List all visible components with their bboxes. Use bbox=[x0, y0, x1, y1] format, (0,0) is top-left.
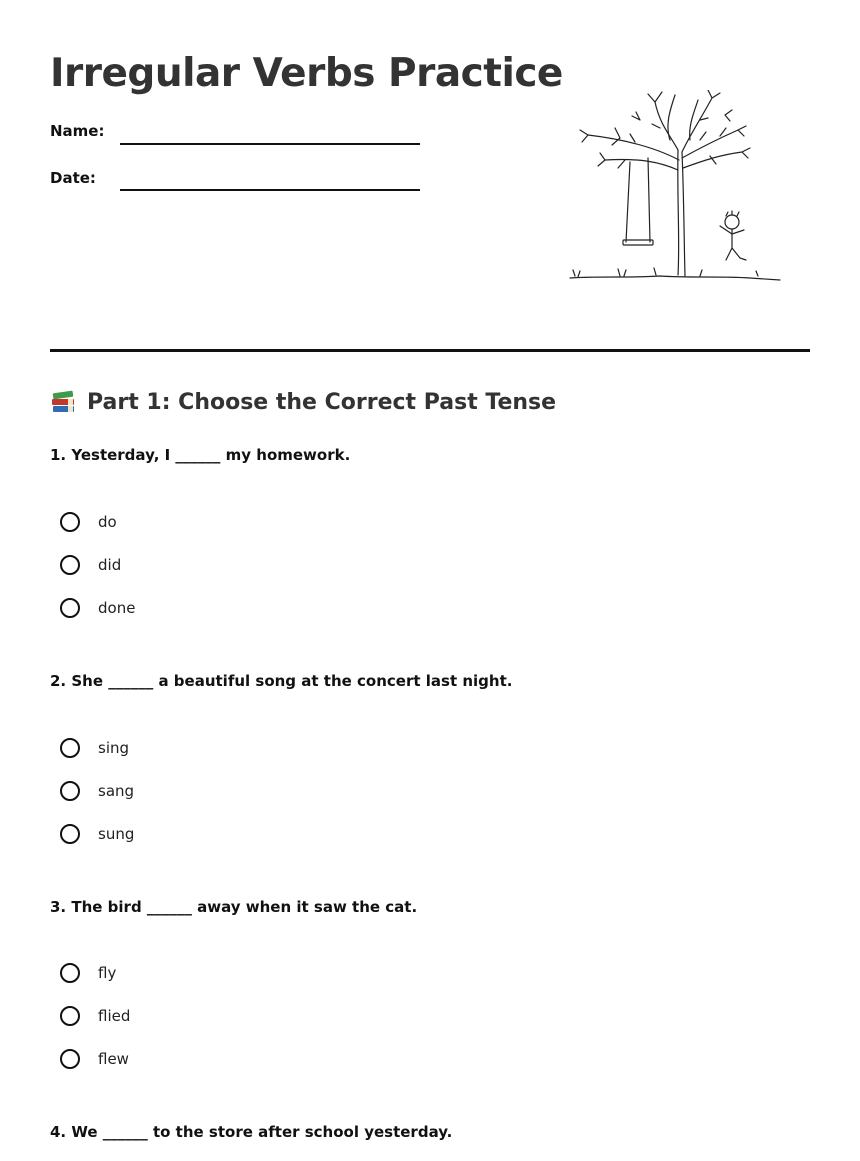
question-1: 1. Yesterday, I ______ my homework. bbox=[50, 446, 351, 464]
q3-option-fly[interactable] bbox=[60, 963, 116, 983]
name-field[interactable] bbox=[120, 143, 420, 145]
date-label: Date: bbox=[50, 169, 96, 187]
radio-button[interactable] bbox=[60, 1006, 80, 1026]
radio-button[interactable] bbox=[60, 1049, 80, 1069]
option-label: sing bbox=[98, 739, 130, 757]
q1-option-did[interactable] bbox=[60, 555, 121, 575]
option-label: done bbox=[98, 599, 136, 617]
option-label: sang bbox=[98, 782, 135, 800]
radio-button[interactable] bbox=[60, 598, 80, 618]
radio-button[interactable] bbox=[60, 781, 80, 801]
tree-swing-child-icon bbox=[560, 90, 790, 290]
radio-button[interactable] bbox=[60, 963, 80, 983]
books-icon bbox=[50, 388, 78, 416]
option-label: sung bbox=[98, 825, 135, 843]
date-field[interactable] bbox=[120, 189, 420, 191]
option-label: flied bbox=[98, 1007, 131, 1025]
q3-option-flied[interactable] bbox=[60, 1006, 130, 1026]
worksheet-title: Irregular Verbs Practice bbox=[50, 51, 563, 96]
q1-option-do[interactable] bbox=[60, 512, 117, 532]
option-label: fly bbox=[98, 964, 117, 982]
q3-option-flew[interactable] bbox=[60, 1049, 129, 1069]
option-label: flew bbox=[98, 1050, 129, 1068]
part1-heading-text: Part 1: Choose the Correct Past Tense bbox=[87, 389, 557, 415]
question-2: 2. She ______ a beautiful song at the concert last night. bbox=[50, 672, 513, 690]
q2-option-sing[interactable] bbox=[60, 738, 129, 758]
section-divider bbox=[50, 349, 810, 352]
radio-button[interactable] bbox=[60, 738, 80, 758]
radio-button[interactable] bbox=[60, 555, 80, 575]
part1-heading bbox=[50, 388, 556, 416]
option-label: do bbox=[98, 513, 117, 531]
q1-option-done[interactable] bbox=[60, 598, 135, 618]
question-4: 4. We ______ to the store after school yesterday. bbox=[50, 1123, 453, 1141]
q2-option-sung[interactable] bbox=[60, 824, 134, 844]
radio-button[interactable] bbox=[60, 824, 80, 844]
option-label: did bbox=[98, 556, 122, 574]
name-label: Name: bbox=[50, 122, 105, 140]
question-3: 3. The bird ______ away when it saw the cat. bbox=[50, 898, 418, 916]
q2-option-sang[interactable] bbox=[60, 781, 134, 801]
radio-button[interactable] bbox=[60, 512, 80, 532]
